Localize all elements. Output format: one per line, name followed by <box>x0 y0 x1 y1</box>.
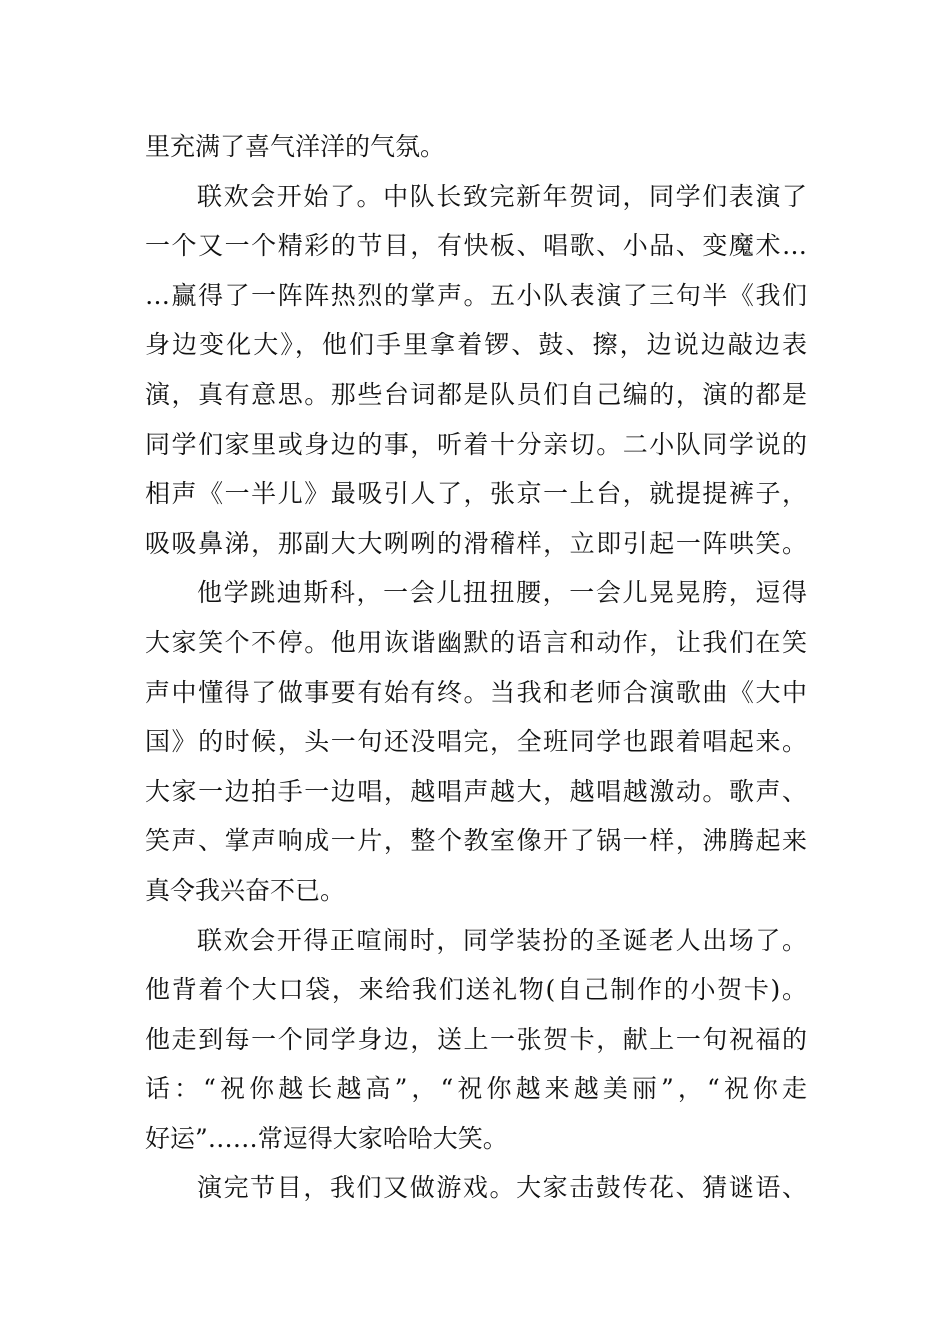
text-line: 真令我兴奋不已。 <box>145 875 346 905</box>
text-line: 话：“祝你越长越高”，“祝你越来越美丽”，“祝你走 <box>145 1074 807 1104</box>
text-line: 联欢会开得正喧闹时，同学装扮的圣诞老人出场了。 <box>197 925 807 955</box>
text-line: 联欢会开始了。中队长致完新年贺词，同学们表演了 <box>197 181 807 211</box>
text-line: …赢得了一阵阵热烈的掌声。五小队表演了三句半《我们 <box>145 280 807 310</box>
text-line: 大家一边拍手一边唱，越唱声越大，越唱越激动。歌声、 <box>145 776 807 806</box>
article-body <box>145 122 807 1213</box>
text-line: 吸吸鼻涕，那副大大咧咧的滑稽样，立即引起一阵哄笑。 <box>145 528 807 558</box>
text-line: 相声《一半儿》最吸引人了，张京一上台，就提提裤子， <box>145 479 807 509</box>
text-line: 一个又一个精彩的节目，有快板、唱歌、小品、变魔术… <box>145 231 807 261</box>
text-line: 声中懂得了做事要有始有终。当我和老师合演歌曲《大中 <box>145 677 807 707</box>
text-line: 他背着个大口袋，来给我们送礼物(自己制作的小贺卡)。 <box>145 975 807 1005</box>
text-line: 演，真有意思。那些台词都是队员们自己编的，演的都是 <box>145 379 807 409</box>
text-line: 他走到每一个同学身边，送上一张贺卡，献上一句祝福的 <box>145 1024 807 1054</box>
text-line: 大家笑个不停。他用诙谐幽默的语言和动作，让我们在笑 <box>145 627 807 657</box>
text-line: 他学跳迪斯科，一会儿扭扭腰，一会儿晃晃胯，逗得 <box>197 578 807 608</box>
text-line: 笑声、掌声响成一片，整个教室像开了锅一样，沸腾起来 <box>145 826 807 856</box>
text-line: 好运”……常逗得大家哈哈大笑。 <box>145 1123 508 1153</box>
text-line: 国》的时候，头一句还没唱完，全班同学也跟着唱起来。 <box>145 727 807 757</box>
text-line: 里充满了喜气洋洋的气氛。 <box>145 132 446 161</box>
text-line: 同学们家里或身边的事，听着十分亲切。二小队同学说的 <box>145 429 807 459</box>
text-line: 身边变化大》，他们手里拿着锣、鼓、擦，边说边敲边表 <box>145 330 807 360</box>
text-line: 演完节目，我们又做游戏。大家击鼓传花、猜谜语、 <box>197 1173 807 1203</box>
